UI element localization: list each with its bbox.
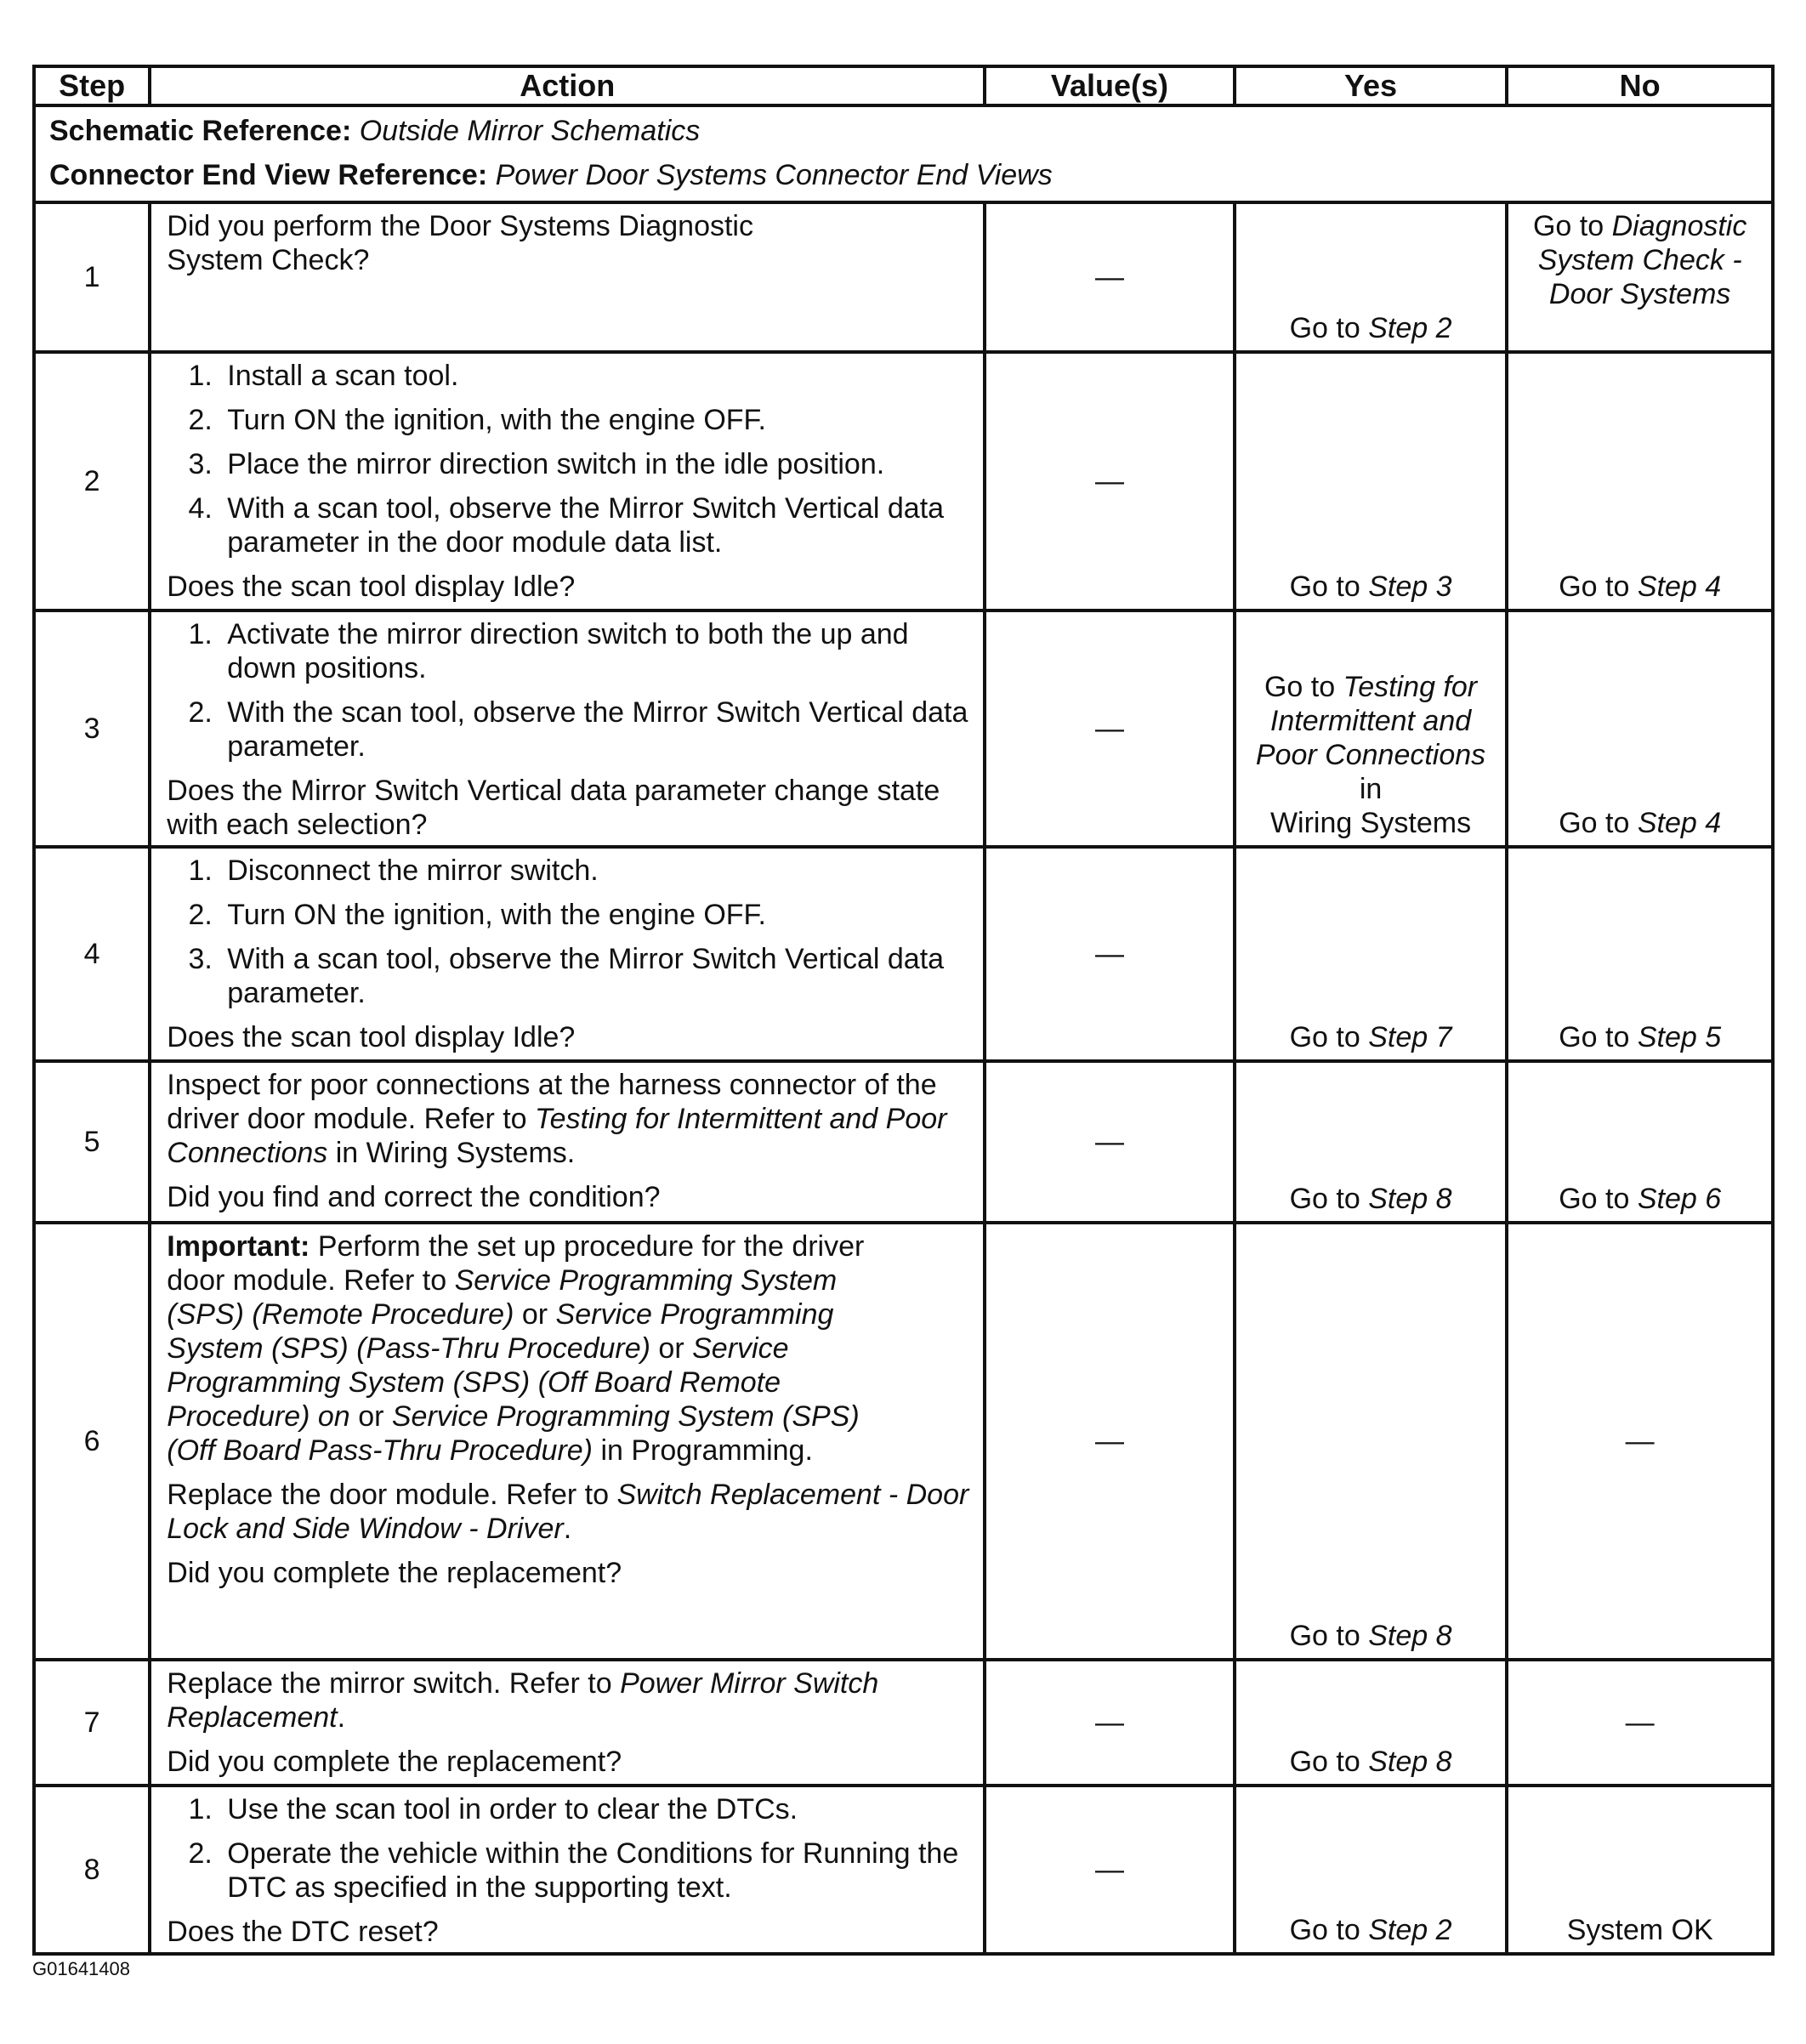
action-step-item: 2. Operate the vehicle within the Conditions for Running the DTC as specified in the supporting text. (220, 1837, 971, 1905)
reference-link[interactable]: Service Programming System (SPS) (Off Board Pass-Thru Procedure) (167, 1400, 860, 1467)
reference-link[interactable]: Switch Replacement - Door Lock and Side Window - Driver (167, 1479, 969, 1545)
yes-in-text: in (1359, 773, 1383, 805)
yes-link[interactable]: Step 2 (1368, 312, 1452, 344)
action-step-item: 2. Turn ON the ignition, with the engine OFF. (220, 898, 971, 932)
yes-cell (1235, 202, 1508, 352)
yes-cell (1235, 1660, 1508, 1786)
goto-text: Go to (1289, 1021, 1360, 1053)
action-text (167, 1478, 971, 1546)
value-cell: — (985, 202, 1235, 352)
value-cell: — (985, 1061, 1235, 1223)
action-steps-list (167, 854, 971, 1010)
action-text-tail: in Wiring Systems. (335, 1137, 576, 1169)
step-number: 5 (34, 1061, 150, 1223)
action-cell (150, 352, 985, 610)
note-text: in Programming. (600, 1434, 813, 1467)
yes-link[interactable]: Step 8 (1368, 1746, 1452, 1778)
action-question: Does the scan tool display Idle? (167, 571, 576, 603)
no-cell (1507, 202, 1773, 352)
yes-link[interactable]: Step 8 (1368, 1620, 1452, 1652)
goto-text: Go to (1289, 1746, 1360, 1778)
goto-text: Go to (1559, 1183, 1630, 1215)
action-question: Does the Mirror Switch Vertical data parameter change state with each selection? (167, 775, 940, 841)
important-label: Important: (167, 1230, 310, 1263)
action-cell (150, 847, 985, 1061)
table-row (34, 1223, 1773, 1660)
connector-reference-label: Connector End View Reference: (49, 159, 488, 191)
note-text: or (358, 1400, 384, 1433)
table-row (34, 202, 1773, 352)
goto-text: Go to (1559, 807, 1630, 839)
punctuation: . (563, 1513, 572, 1545)
action-cell (150, 1223, 985, 1660)
goto-text: Go to (1289, 571, 1360, 603)
punctuation: . (337, 1701, 346, 1734)
important-note (167, 1229, 898, 1468)
action-text (167, 1068, 971, 1170)
step-number: 1 (34, 202, 150, 352)
no-cell (1507, 352, 1773, 610)
action-text-lead: Replace the door module. Refer to (167, 1479, 610, 1511)
step-number: 4 (34, 847, 150, 1061)
value-cell: — (985, 1223, 1235, 1660)
step-number: 2 (34, 352, 150, 610)
note-text: or (658, 1332, 684, 1365)
yes-link[interactable]: Step 3 (1368, 571, 1452, 603)
value-cell: — (985, 1786, 1235, 1954)
no-link[interactable]: Diagnostic System Check - Door Systems (1537, 210, 1747, 310)
goto-text: Go to (1289, 1914, 1360, 1946)
header-step: Step (34, 66, 150, 105)
yes-cell (1235, 352, 1508, 610)
header-action: Action (150, 66, 985, 105)
no-cell: — (1507, 1660, 1773, 1786)
action-question: Did you complete the replacement? (167, 1746, 622, 1778)
action-step-item: 1. Disconnect the mirror switch. (220, 854, 971, 888)
no-cell (1507, 610, 1773, 847)
goto-text: Go to (1289, 1183, 1360, 1215)
table-row (34, 1061, 1773, 1223)
reference-link[interactable]: Power Mirror Switch Replacement (167, 1667, 879, 1734)
reference-link[interactable]: Service Programming System (SPS) (Pass-Thru Procedure) (167, 1298, 834, 1365)
action-question: Did you complete the replacement? (167, 1557, 622, 1589)
action-step-item: 3. With a scan tool, observe the Mirror Switch Vertical data parameter. (220, 942, 971, 1010)
action-text-lead: Replace the mirror switch. Refer to (167, 1667, 612, 1700)
diagnostic-table-container (32, 65, 1775, 1956)
yes-cell (1235, 1061, 1508, 1223)
action-question: Did you find and correct the condition? (167, 1181, 661, 1213)
table-row (34, 352, 1773, 610)
goto-text: Go to (1264, 671, 1336, 703)
table-row (34, 610, 1773, 847)
action-step-item: 1. Activate the mirror direction switch to both the up and down positions. (220, 617, 971, 685)
action-cell (150, 1061, 985, 1223)
reference-link[interactable]: Service Programming System (SPS) (Remote Procedure) (167, 1264, 838, 1331)
no-cell (1507, 1061, 1773, 1223)
action-step-item: 1. Install a scan tool. (220, 359, 971, 393)
action-step-item: 2. With the scan tool, observe the Mirror Switch Vertical data parameter. (220, 696, 971, 764)
goto-text: Go to (1289, 1620, 1360, 1652)
goto-text: Go to (1289, 312, 1360, 344)
value-cell: — (985, 1660, 1235, 1786)
no-link[interactable]: Step 4 (1637, 807, 1722, 839)
action-text-lead: Inspect for poor connections at the harness connector of the driver door module. Refer to (167, 1069, 937, 1135)
action-cell (150, 610, 985, 847)
table-row (34, 847, 1773, 1061)
header-no: No (1507, 66, 1773, 105)
reference-link[interactable]: Testing for Intermittent and Poor Connections (167, 1103, 947, 1169)
yes-tail-text: Wiring Systems (1269, 807, 1472, 839)
header-yes: Yes (1235, 66, 1508, 105)
action-text (167, 1666, 971, 1735)
action-step-item: 4. With a scan tool, observe the Mirror Switch Vertical data parameter in the door module data list. (220, 491, 971, 559)
yes-link[interactable]: Testing for Intermittent and Poor Connections (1255, 671, 1486, 771)
note-text: Perform the set up procedure for the driver door module. Refer to (167, 1230, 865, 1297)
step-number: 8 (34, 1786, 150, 1954)
yes-cell (1235, 847, 1508, 1061)
action-cell (150, 202, 985, 352)
schematic-reference-row (34, 105, 1773, 151)
action-question: Did you perform the Door Systems Diagnostic System Check? (167, 210, 753, 276)
action-step-item: 3. Place the mirror direction switch in the idle position. (220, 447, 971, 481)
note-text: or (521, 1298, 548, 1331)
action-step-item: 1. Use the scan tool in order to clear the DTCs. (220, 1792, 971, 1826)
connector-reference-link[interactable]: Power Door Systems Connector End Views (495, 159, 1053, 191)
reference-link[interactable]: Service Programming System (SPS) (Off Board Remote Procedure) on (167, 1332, 789, 1433)
no-link[interactable]: Step 5 (1637, 1021, 1722, 1053)
header-values: Value(s) (985, 66, 1235, 105)
value-cell: — (985, 352, 1235, 610)
step-number: 6 (34, 1223, 150, 1660)
value-cell: — (985, 847, 1235, 1061)
goto-text: Go to (1559, 571, 1630, 603)
no-cell: — (1507, 1223, 1773, 1660)
action-steps-list (167, 617, 971, 764)
goto-text: Go to (1559, 1021, 1630, 1053)
value-cell: — (985, 610, 1235, 847)
step-number: 7 (34, 1660, 150, 1786)
action-cell (150, 1786, 985, 1954)
table-row (34, 1660, 1773, 1786)
table-row (34, 1786, 1773, 1954)
no-link[interactable]: Step 6 (1637, 1183, 1722, 1215)
yes-link[interactable]: Step 7 (1368, 1021, 1452, 1053)
yes-link[interactable]: Step 2 (1368, 1914, 1452, 1946)
yes-link[interactable]: Step 8 (1368, 1183, 1452, 1215)
goto-text: Go to (1532, 210, 1604, 242)
schematic-reference-link[interactable]: Outside Mirror Schematics (359, 115, 701, 147)
connector-reference-row (34, 151, 1773, 202)
no-cell (1507, 847, 1773, 1061)
action-steps-list (167, 359, 971, 559)
no-link[interactable]: Step 4 (1637, 571, 1722, 603)
figure-id: G01641408 (32, 1958, 130, 1979)
diagnostic-table (32, 65, 1775, 1956)
no-cell: System OK (1507, 1786, 1773, 1954)
schematic-reference-label: Schematic Reference: (49, 115, 352, 147)
action-steps-list (167, 1792, 971, 1905)
yes-cell (1235, 1786, 1508, 1954)
action-step-item: 2. Turn ON the ignition, with the engine OFF. (220, 403, 971, 437)
action-question: Does the scan tool display Idle? (167, 1021, 576, 1053)
yes-cell (1235, 1223, 1508, 1660)
table-header-row (34, 66, 1773, 105)
action-question: Does the DTC reset? (167, 1916, 439, 1948)
action-cell (150, 1660, 985, 1786)
step-number: 3 (34, 610, 150, 847)
yes-cell (1235, 610, 1508, 847)
